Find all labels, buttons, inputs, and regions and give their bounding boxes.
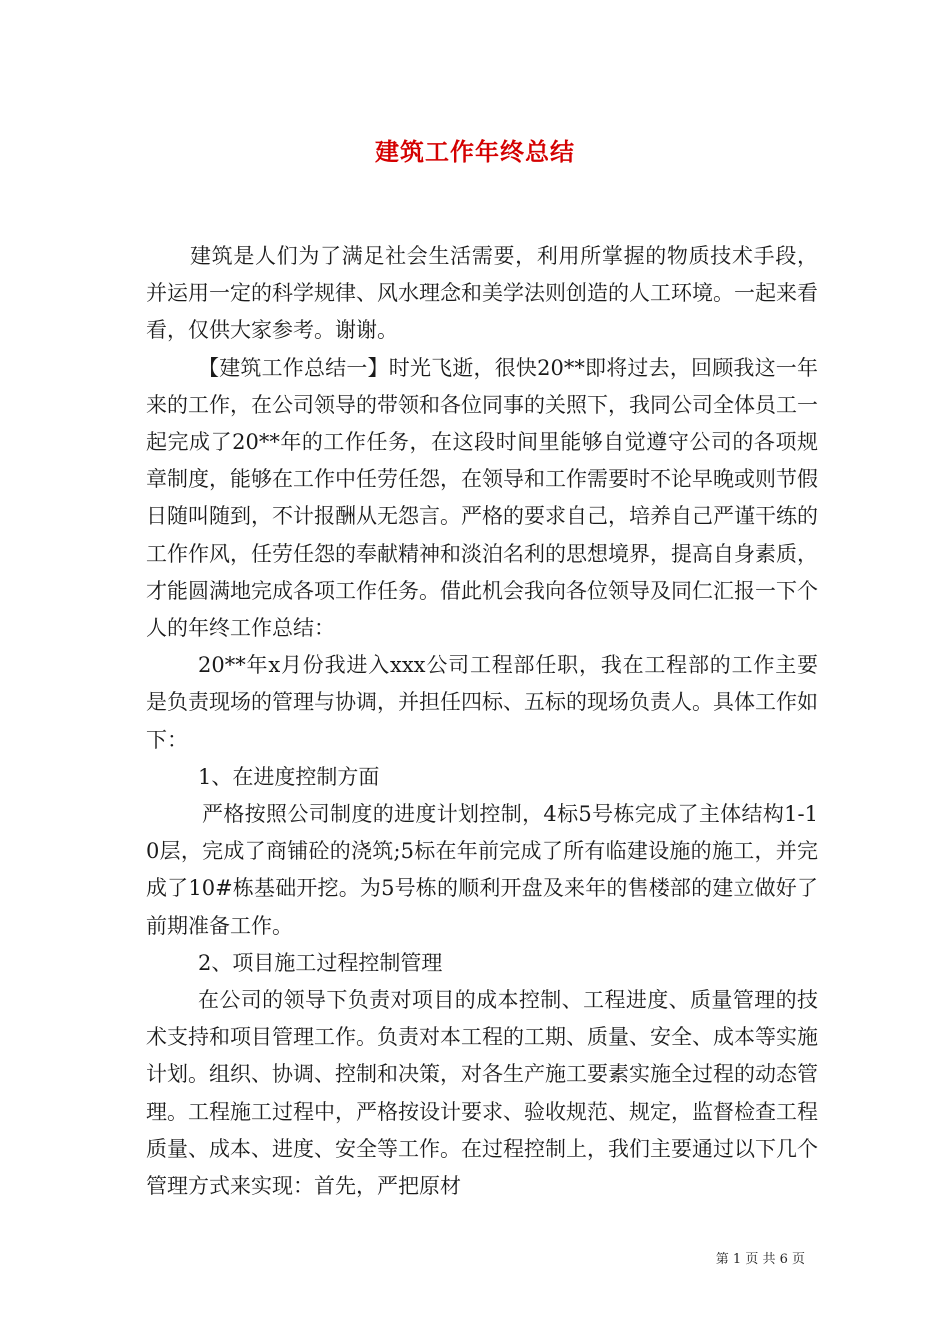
section-heading-process: 2、项目施工过程控制管理 <box>198 950 443 975</box>
section-heading-progress: 1、在进度控制方面 <box>198 764 380 789</box>
intro-paragraph: 建筑是人们为了满足社会生活需要，利用所掌握的物质技术手段，并运用一定的科学规律、风水理念和美学法则创造的人工环境。一起来看看，仅供大家参考。谢谢。 <box>146 244 818 343</box>
document-title: 建筑工作年终总结 <box>375 137 575 166</box>
progress-paragraph: 严格按照公司制度的进度计划控制，4标5号栋完成了主体结构1-10层，完成了商铺砼的浇筑;5标在年前完成了所有临建设施的施工，并完成了10#栋基础开挖。为5号栋的顺利开盘及来年的售楼部的建立做好了前期准备工作。 <box>146 802 818 938</box>
process-paragraph: 在公司的领导下负责对项目的成本控制、工程进度、质量管理的技术支持和项目管理工作。负责对本工程的工期、质量、安全、成本等实施计划。组织、协调、控制和决策，对各生产施工要素实施全过程的动态管理。工程施工过程中，严格按设计要求、验收规范、规定，监督检查工程质量、成本、进度、安全等工作。在过程控制上，我们主要通过以下几个管理方式来实现：首先，严把原材 <box>146 988 818 1199</box>
work-intro-paragraph: 20**年x月份我进入xxx公司工程部任职，我在工程部的工作主要是负责现场的管理与协调，并担任四标、五标的现场负责人。具体工作如下： <box>146 653 818 752</box>
document-body <box>146 238 818 1205</box>
page-number: 第 1 页 共 6 页 <box>715 1252 805 1267</box>
summary-one-paragraph: 【建筑工作总结一】时光飞逝，很快20**即将过去，回顾我这一年来的工作，在公司领导的带领和各位同事的关照下，我同公司全体员工一起完成了20**年的工作任务，在这段时间里能够自觉遵守公司的各项规章制度，能够在工作中任劳任怨，在领导和工作需要时不论早晚或则节假日随叫随到，不计报酬从无怨言。严格的要求自己，培养自己严谨干练的工作作风，任劳任怨的奉献精神和淡泊名利的思想境界，提高自身素质，才能圆满地完成各项工作任务。借此机会我向各位领导及同仁汇报一下个人的年终工作总结： <box>146 355 818 641</box>
